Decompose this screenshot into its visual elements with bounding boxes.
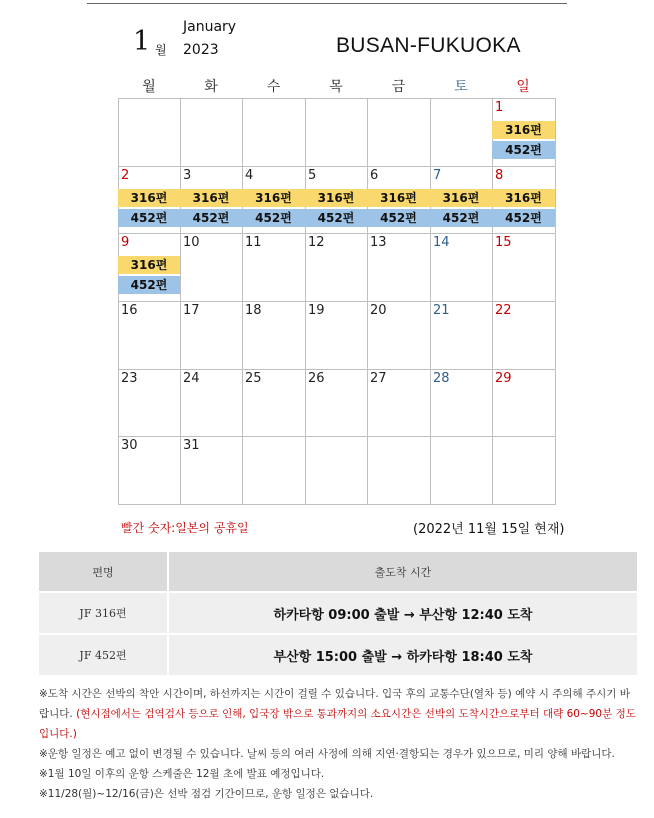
flight-column-header: 편명 xyxy=(39,552,169,593)
calendar-cell xyxy=(180,166,243,234)
flight-316-badge: 316편 xyxy=(430,189,492,207)
calendar-cell xyxy=(242,369,306,437)
flight-316-badge: 316편 xyxy=(367,189,430,207)
flight-452-badge: 452편 xyxy=(180,209,242,227)
calendar-cell xyxy=(118,166,181,234)
weekday-label: 목 xyxy=(329,79,343,95)
flight-times: 하카타항 09:00 출발 → 부산항 12:40 도착 xyxy=(169,593,637,635)
calendar-cell xyxy=(118,98,181,167)
day-number: 10 xyxy=(183,235,200,250)
flight-452-badge: 452편 xyxy=(305,209,367,227)
day-number: 5 xyxy=(308,168,317,183)
day-number: 14 xyxy=(433,235,450,250)
day-number: 21 xyxy=(433,303,450,318)
flight-number: JF 316편 xyxy=(39,593,169,635)
flight-452-badge: 452편 xyxy=(430,209,492,227)
calendar-cell xyxy=(492,233,556,302)
day-number: 9 xyxy=(121,235,130,250)
year: 2023 xyxy=(183,42,219,58)
day-number: 13 xyxy=(370,235,387,250)
calendar-cell xyxy=(180,301,243,370)
day-number: 7 xyxy=(433,168,442,183)
calendar-cell xyxy=(367,369,431,437)
calendar-cell xyxy=(430,436,493,505)
calendar-cell xyxy=(180,233,243,302)
day-number: 12 xyxy=(308,235,325,250)
calendar-cell xyxy=(492,166,556,234)
calendar-cell xyxy=(367,301,431,370)
time-column-header: 출도착 시간 xyxy=(169,552,637,593)
day-number: 15 xyxy=(495,235,512,250)
calendar-cell xyxy=(305,369,368,437)
note-next-schedule: ※1월 10일 이후의 운항 스케줄은 12월 초에 발표 예정입니다. xyxy=(39,768,325,780)
day-number: 26 xyxy=(308,371,325,386)
calendar-cell xyxy=(367,233,431,302)
flight-316-badge: 316편 xyxy=(492,189,555,207)
day-number: 6 xyxy=(370,168,379,183)
calendar-cell xyxy=(492,436,556,505)
calendar-cell xyxy=(242,301,306,370)
calendar-cell xyxy=(180,98,243,167)
route-title: BUSAN-FUKUOKA xyxy=(336,34,521,57)
day-number: 27 xyxy=(370,371,387,386)
day-number: 17 xyxy=(183,303,200,318)
day-number: 4 xyxy=(245,168,254,183)
day-number: 29 xyxy=(495,371,512,386)
flight-452-badge: 452편 xyxy=(118,209,180,227)
day-number: 23 xyxy=(121,371,138,386)
calendar-cell xyxy=(367,98,431,167)
calendar-cell xyxy=(118,369,181,437)
day-number: 1 xyxy=(495,100,504,115)
calendar-cell xyxy=(180,369,243,437)
day-number: 8 xyxy=(495,168,504,183)
note-inspection: ※11/28(월)~12/16(금)은 선박 점검 기간이므로, 운항 일정은 없습니다. xyxy=(39,788,374,800)
calendar-cell xyxy=(305,166,368,234)
weekday-label: 일 xyxy=(516,79,530,95)
flight-316-badge: 316편 xyxy=(242,189,305,207)
day-number: 3 xyxy=(183,168,192,183)
day-number: 31 xyxy=(183,438,200,453)
day-number: 30 xyxy=(121,438,138,453)
holiday-legend-text: 빨간 숫자:일본의 공휴일 xyxy=(121,521,249,535)
day-number: 25 xyxy=(245,371,262,386)
calendar-cell xyxy=(242,98,306,167)
holiday-legend xyxy=(121,519,249,536)
schedule-table xyxy=(39,552,637,677)
day-number: 16 xyxy=(121,303,138,318)
calendar-cell xyxy=(305,436,368,505)
calendar-grid xyxy=(118,98,555,504)
note-arrival xyxy=(39,684,639,744)
month-number: 1 xyxy=(133,26,151,57)
calendar-cell xyxy=(367,166,431,234)
day-number: 19 xyxy=(308,303,325,318)
calendar-cell xyxy=(305,301,368,370)
calendar-cell xyxy=(367,436,431,505)
flight-316-badge: 316편 xyxy=(492,121,555,139)
calendar-cell xyxy=(242,166,306,234)
calendar-cell xyxy=(492,369,556,437)
weekday-label: 수 xyxy=(266,79,281,95)
weekday-header-row xyxy=(118,76,555,96)
calendar-cell xyxy=(180,436,243,505)
note-arrival-text: ※도착 시간은 선박의 착안 시간이며, 하선까지는 시간이 걸릴 수 있습니다. 입국 후의 교통수단(열차 등) 예약 시 주의해 주시기 바랍니다. xyxy=(39,688,630,720)
schedule-row xyxy=(39,635,637,677)
calendar-cell xyxy=(242,436,306,505)
flight-number: JF 452편 xyxy=(39,635,169,677)
schedule-row xyxy=(39,593,637,635)
calendar-cell xyxy=(305,233,368,302)
weekday-label: 토 xyxy=(454,79,468,95)
schedule-header-row xyxy=(39,552,637,593)
day-number: 11 xyxy=(245,235,262,250)
calendar-cell xyxy=(430,233,493,302)
calendar-cell xyxy=(430,369,493,437)
as-of-date: (2022년 11월 15일 현재) xyxy=(413,522,565,537)
day-number: 2 xyxy=(121,168,130,183)
weekday-label: 금 xyxy=(391,79,406,95)
calendar-cell xyxy=(492,301,556,370)
calendar-cell xyxy=(492,98,556,167)
calendar-cell xyxy=(430,98,493,167)
flight-316-badge: 316편 xyxy=(118,256,180,274)
day-number: 18 xyxy=(245,303,262,318)
notes-section xyxy=(39,684,639,804)
note-arrival-quarantine: (현시점에서는 검역검사 등으로 인해, 입국장 밖으로 통과까지의 소요시간은 선박의 도착시간으로부터 대략 60~90분 정도입니다.) xyxy=(39,708,636,740)
flight-452-badge: 452편 xyxy=(118,276,180,294)
flight-452-badge: 452편 xyxy=(492,209,555,227)
calendar-cell xyxy=(242,233,306,302)
calendar-cell xyxy=(430,166,493,234)
day-number: 20 xyxy=(370,303,387,318)
top-rule xyxy=(87,3,567,4)
flight-316-badge: 316편 xyxy=(118,189,180,207)
note-schedule-change: ※운항 일정은 예고 없이 변경될 수 있습니다. 날씨 등의 여러 사정에 의해 지연·결항되는 경우가 있으므로, 미리 양해 바랍니다. xyxy=(39,748,615,760)
flight-452-badge: 452편 xyxy=(242,209,305,227)
weekday-label: 월 xyxy=(142,79,156,95)
calendar-cell xyxy=(305,98,368,167)
weekday-label: 화 xyxy=(204,79,218,95)
day-number: 22 xyxy=(495,303,512,318)
day-number: 28 xyxy=(433,371,450,386)
calendar-cell xyxy=(118,233,181,302)
calendar-cell xyxy=(118,301,181,370)
month-unit: 월 xyxy=(155,43,167,57)
flight-316-badge: 316편 xyxy=(180,189,242,207)
calendar-cell xyxy=(118,436,181,505)
flight-452-badge: 452편 xyxy=(492,141,555,159)
flight-316-badge: 316편 xyxy=(305,189,367,207)
calendar-cell xyxy=(430,301,493,370)
flight-452-badge: 452편 xyxy=(367,209,430,227)
day-number: 24 xyxy=(183,371,200,386)
month-english: January xyxy=(183,19,237,35)
flight-times: 부산항 15:00 출발 → 하카타항 18:40 도착 xyxy=(169,635,637,677)
